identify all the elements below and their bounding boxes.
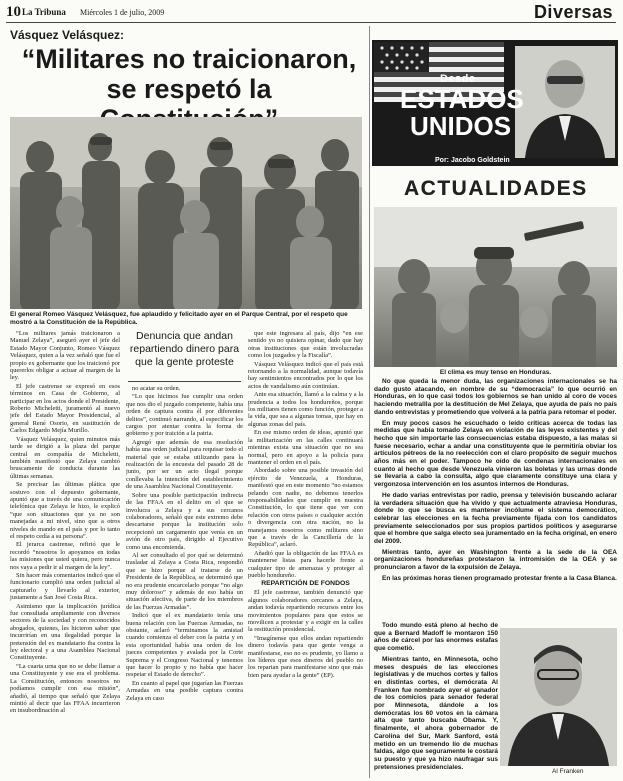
page-number: 10 xyxy=(6,4,21,20)
paragraph: El jerarca castrense, refirió que le recordó “nosotros lo apoyamos en todas las misiones que usted quiera, pero nunca nos vaya a pedir ir al margen de la ley”. xyxy=(10,541,120,571)
paragraph: Vásquez Velásquez, quien minutos más tarde se dirigió a la plaza del parque central en compañía de Micheletti, también manifestó que Zelaya cambió bruscamente de conducta durante las últimas semanas. xyxy=(10,435,120,480)
paragraph: que este ingresara al país, dijo “en ese sentido yo no quisiera opinar, dado que hay otras instituciones que están involucradas como los juzgados y la Fiscalía”. xyxy=(248,330,363,360)
paragraph: Abordado sobre una posible invasión del ejército de Venezuela, a Honduras, manifestó que en este momento “no estamos pelando con nadie, no debemos tenerlos responsabilidades que cumplir en nuestra Constitución, lo que tiene que ver con relación con otros países o cualquier acción o divergencia con otra nación, no la manejamos nosotros como militares sino que a través de la Cancillería de la República”, aclaró. xyxy=(248,467,363,549)
column-byline: Por: Jacobo Goldstein xyxy=(435,157,510,164)
paragraph: En ese mismo orden de ideas, apuntó que la militarización en las calles continuará mientras exista una situación que no sea normal, pero en apoyo a la policía para mantener el orden en el país. xyxy=(248,429,363,466)
article-headline: “Militares no traicionaron, se respetó la xyxy=(21,44,357,104)
paragraph: Mientras tanto, en Minnesota, ocho meses después de las elecciones legislativas y de muchos cortes y fallos en distintas cortes, el demócrata Al Franken fue nombrado ayer el ganador de los comicios para senador federal por Minnesota, dándole a los demócratas los 60 votos en la cámara alta que tanto buscaba Obama. Y, finalmente, el ahora gobernador de Carolina del Sur, Mark Sanford, está metido en un tremendo lío de muchas faldas, algo que seguramente le costará su puesto y que ya hizo naufragar sus pretensiones presidenciales. xyxy=(374,655,498,771)
banner-desde: Desde xyxy=(440,73,476,85)
paragraph: Mientras tanto, ayer en Washington frente a la sede de la OEA organizaciones hondureñas protestaron la intromisión de la OEA y se pronunciaron a favor de la expulsión de Zelaya. xyxy=(374,548,617,572)
crowd-illustration xyxy=(10,117,362,309)
paragraph: En las próximas horas tienen programado protestar frente a la Casa Blanca. xyxy=(382,574,617,582)
header-rule xyxy=(6,22,616,23)
article-column-3 xyxy=(248,330,363,776)
photo-caption-right: El clima es muy tenso en Honduras. xyxy=(439,369,552,376)
columnist-portrait xyxy=(515,46,615,158)
paragraph: En cuanto al papel que jugarían las Fuerzas Armadas en una posible captura contra Zelaya en caso xyxy=(126,679,243,702)
column-heading: ACTUALIDADES xyxy=(404,177,588,200)
paragraph: no acatar su orden. xyxy=(132,385,181,392)
paragraph: Indicó que el ex mandatario tenía una buena relación con las Fuerzas Armadas, no obstante, aclaró “terminamos la amistad cuando comienza el deber con la patria y en esta oportunidad había una orden de los jueces competentes y avalada por la Corte Suprema y el Congreso Nacional y tenemos que hacer lo propio y no había que hacer respetar el Estado de derecho”. xyxy=(126,612,243,679)
article-column-2 xyxy=(126,385,243,776)
paragraph: Se precisar las últimas plática que sostuvo con el depuesto gobernante, apuntó que a través de una comunicación telefónica que Zelaya le hizo, le explicó “que son situaciones que ya no son manejadas a mi nivel, sino que a otros niveles de mando en el país y por lo tanto el respeto cedía a su persona”. xyxy=(10,481,120,540)
banner-unidos: UNIDOS xyxy=(410,111,512,141)
paragraph: “Imagínense que ellos andan repartiendo dinero todavía para que gente venga a manifestarse, eso no es prudente, yo llamo a los líderes que esos dineros del pueblo no los repartan para manifestarse sino que más bien para ayudar a la gente” (EP). xyxy=(248,634,363,679)
franken-photo xyxy=(500,628,617,766)
paragraph: “La cuarta urna que no se debe llamar a una Constituyente y ese era el problema. La Constitución, entonces nosotros no podíamos cumplir con esa misión”, añadió, al tiempo que señaló que Zelaya mintió al decir que las FFAA incurrieron en insubordinación al xyxy=(10,662,120,715)
pull-quote-rule xyxy=(128,381,241,382)
column-divider xyxy=(369,26,370,778)
paragraph: “Lo que hicimos fue cumplir una orden que nos dio el juzgado competente, había una orden de captura contra él por diferentes delitos”, continuó narrando, al especificar los cargos por atentar contra la forma de gobierno y por traición a la patria. xyxy=(126,393,243,438)
paragraph: “Los militares jamás traicionaron a Manuel Zelaya”, aseguró ayer el jefe del Estado Mayor Conjunto, Romeo Vásquez Velásquez, quien a la vez señaló que fue el propio ex gobernante que los traicionó por quererlos obligar a actuar al margen de la ley. xyxy=(10,330,120,382)
protest-crowd-illustration xyxy=(374,207,617,367)
franken-caption: Al Franken xyxy=(552,768,584,775)
newspaper-name: La Tribuna xyxy=(22,7,66,17)
column-text-lower xyxy=(374,622,498,778)
paragraph: Al ser consultado el por qué se determinó trasladar al Zelaya a Costa Rica, respondió que se hizo porque al tratarse de un Presidente de la República, se determinó que no era prudente encarcelarlo porque “no algo muy doloroso” y además de eso había un situación afectiva, de parte de los miembros de las Fuerzas Armadas”. xyxy=(126,551,243,611)
paragraph: Sin hacer más comentarios indicó que el funcionario cumplió una orden judicial al capturarlo y llevarlo al exterior, justamente a San José Costa Rica. xyxy=(10,572,120,602)
paragraph: Asimismo que la implicación jurídica fue consultada ampliamente con diversos sectores de la sociedad y con reconocidos abogados, quienes, les hicieron saber que incurrirían en una ilegalidad porque la pretensión del ex mandatario iba contra la ley electoral y a una Asamblea Nacional Constituyente. xyxy=(10,602,120,662)
protest-photo xyxy=(374,207,617,367)
paragraph: Todo mundo está pleno al hecho de que a Bernard Madoff le montaron 150 años de cárcel por las enormes estafas que cometió. xyxy=(374,622,498,653)
paragraph: En muy pocos casos he escuchado o leído críticas acerca de todas las medidas que había tomado Zelaya en violación de las leyes existentes y del hecho que sin importarle las consecuencias estaba dispuesto, a las malas si fuese necesario, echar a andar una constituyente que le permitiría obviar los artículos pétreos de la no reelección con el claro propósito de seguir muchos años más en el poder. Tampoco he oído de condenas internacionales en cuanto al hecho que desde Venezuela vinieron las boletas y las urnas donde se llevaría a cabo la consulta, algo que claramente constituye una clara y vergonzosa intervención en los asuntos internos de Honduras. xyxy=(374,419,617,489)
pull-quote: Denuncia que andan repartiendo dinero para que la gente proteste xyxy=(129,330,240,368)
paragraph: Sobre una posible participación indirecta de las FFAA en el delito en el que se involucra a Zelaya y a sus cercanos colaboradores, señaló que este extremo debe descartarse porque la institución solo recepcionó un cargamento que venía en un avión de otro país, dirigido al Ejecutivo como una encomienda. xyxy=(126,491,243,551)
paragraph: No que queda la menor duda, las organizaciones internacionales se ha dado gusto atacando, en nombre de su “democracia” lo que ocurrió en Honduras, en lo que casi todos los gobiernos se han unido al coro de voces haciendo metrallla por la destitución de Mel Zelaya, que ayuda de país no país dando entrevistas y prometiendo que volverá a la patria para retomar el poder. xyxy=(374,378,617,416)
article-kicker: Vásquez Velásquez: xyxy=(10,28,125,42)
paragraph: Vásquez Velásquez indicó que el país está retornando a la normalidad, aunque todavía hay sentimientos encontrados por lo que los actos de vandalismo aún continúan. xyxy=(248,360,363,390)
article-subhead: REPARTICIÓN DE FONDOS xyxy=(261,580,350,588)
paragraph: Ante esa situación, llamó a la calma y a la prudencia a todos los hondureños, porque los militares tienen como función, proteger a la vida, que sea a algunas tomas, que hay en algunas zonas del país. xyxy=(248,391,363,428)
photo-caption-left: El general Romeo Vásquez Velásquez, fue aplaudido y felicitado ayer en el Parque Central, por el respeto que mostró a la Constitución de la República. xyxy=(10,311,348,326)
issue-date: Miércoles 1 de julio, 2009 xyxy=(80,8,165,17)
paragraph: Añadió que la obligación de las FFAA es mantenerse listas para hacerle frente a cualquier tipo de amenazas y proteger al pueblo hondureño. xyxy=(248,549,363,579)
banner-estados: ESTADOS xyxy=(400,84,524,114)
column-text-upper xyxy=(374,378,617,618)
paragraph: Agregó que además de esa resolución había una orden judicial para requisar todo el material que se estaba utilizando para la realización de la encuesta del pasado 28 de junio, por ser un acto ilegal porque conllevaba la intención del establecimiento de una Asamblea Nacional Constituyente. xyxy=(126,438,243,491)
article-photo-crowd xyxy=(10,117,362,309)
section-title: Diversas xyxy=(533,2,613,22)
columnist-photo-icon xyxy=(515,46,615,158)
paragraph: El jefe castrense se expresó en esos términos en Casa de Gobierno, al participar en los actos donde el Presidente, Roberto Micheletti, juramentó al nuevo jefe del Estado Mayor Presidencial, al general René Osorio, en sustitución de Carlos Edgardo Mejía Murillo. xyxy=(10,382,120,435)
franken-portrait-icon xyxy=(500,628,617,766)
paragraph: El jefe castrense, también denunció que algunos colaboradores cercanos a Zelaya, andan todavía repartiendo recursos entre los movimientos populares para que estos se movilicen a protestar y a exigir en la calles la restitución presidencial. xyxy=(248,589,363,634)
paragraph: He dado varias entrevistas por radio, prensa y televisión buscando aclarar la verdadera situación que ha vivido y que actualmente atraviesa Honduras, donde lo que se busca es mantener incólume el sistema democrático, celebrar las elecciones en la fecha previamente fijada con los candidatos previamente seleccionados por sus propios partidos políticos y asegurarse que el hombre que salga electo sea juramentado en la fecha original, en enero del 2009. xyxy=(374,491,617,546)
article-column-1 xyxy=(10,330,120,776)
